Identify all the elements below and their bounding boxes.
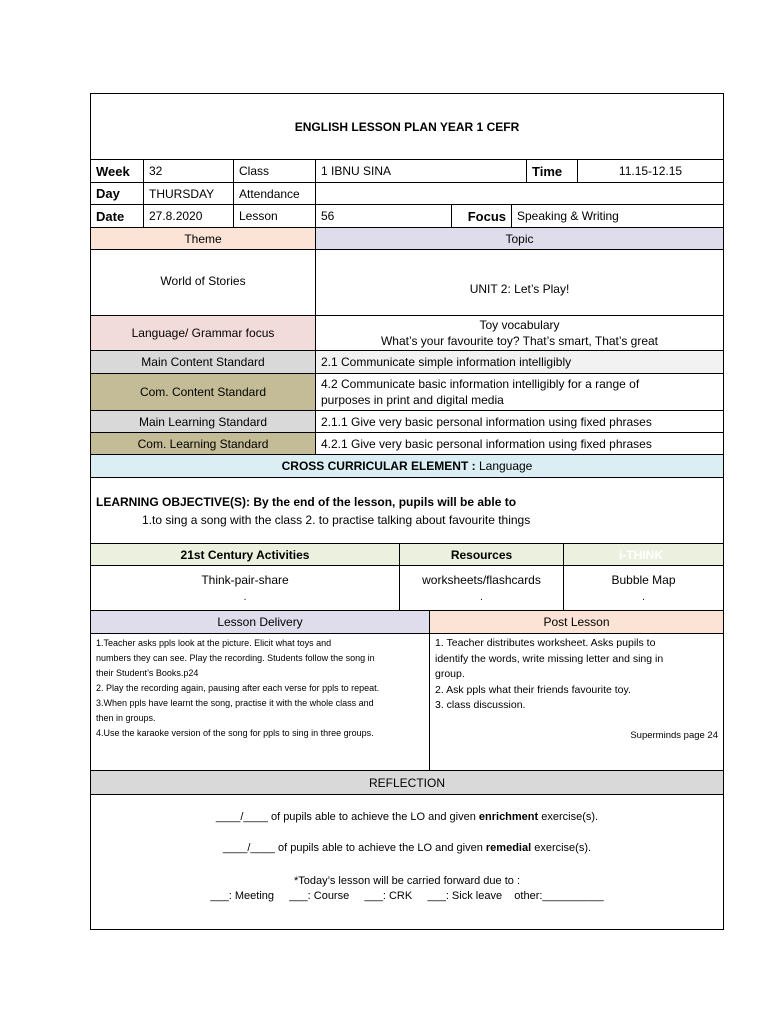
delivery-line: their Student’s Books.p24 — [96, 668, 199, 678]
remedial-suffix: exercise(s). — [531, 842, 592, 854]
post-line: identify the words, write missing letter and sing in — [435, 652, 664, 665]
lesson-delivery-header: Lesson Delivery — [90, 611, 430, 634]
century-activities-header: 21st Century Activities — [90, 544, 400, 566]
class-label: Class — [234, 160, 316, 183]
remedial-word: remedial — [485, 842, 532, 854]
objectives-heading: LEARNING OBJECTIVE(S): By the end of the lesson, pupils will be able to — [96, 494, 517, 509]
grammar-value — [316, 316, 724, 351]
remedial-prefix: ____/____ of pupils able to achieve the LO and given — [222, 842, 486, 854]
resources-dot: . — [480, 592, 483, 603]
post-line: 3. class discussion. — [435, 699, 526, 711]
century-activities-value — [90, 566, 400, 611]
post-line: group. — [435, 668, 465, 680]
delivery-line: numbers they can see. Play the recording. Students follow the song in — [96, 653, 375, 663]
week-label: Week — [90, 160, 144, 183]
time-label: Time — [527, 160, 578, 183]
attendance-value — [316, 183, 724, 205]
reflection-enrichment — [216, 811, 598, 823]
enrichment-prefix: ____/____ of pupils able to achieve the LO and given — [215, 811, 479, 823]
attendance-label: Attendance — [234, 183, 316, 205]
theme-header: Theme — [90, 228, 316, 250]
reflection-header: REFLECTION — [90, 771, 724, 795]
enrichment-suffix: exercise(s). — [538, 811, 599, 823]
delivery-line: 1.Teacher asks ppls look at the picture. Elicit what toys and — [96, 638, 332, 648]
main-learning-value: 2.1.1 Give very basic personal information using fixed phrases — [316, 411, 724, 433]
ithink-text: Bubble Map — [611, 573, 676, 587]
topic-value: UNIT 2: Let’s Play! — [316, 250, 724, 316]
ithink-value — [564, 566, 724, 611]
topic-header: Topic — [316, 228, 724, 250]
lesson-delivery-content — [90, 634, 430, 771]
post-line: 2. Ask ppls what their friends favourite toy. — [435, 683, 631, 696]
post-lesson-content — [430, 634, 724, 771]
ithink-dot: . — [642, 592, 645, 603]
com-learning-label: Com. Learning Standard — [90, 433, 316, 455]
post-lesson-header: Post Lesson — [430, 611, 724, 634]
date-value: 27.8.2020 — [144, 205, 234, 228]
reflection-remedial — [223, 842, 591, 854]
delivery-line: 2. Play the recording again, pausing after each verse for ppls to repeat. — [96, 683, 380, 693]
document-title: ENGLISH LESSON PLAN YEAR 1 CEFR — [90, 93, 724, 160]
post-line: 1. Teacher distributes worksheet. Asks pupils to — [435, 637, 656, 649]
grammar-line-1: Toy vocabulary — [479, 318, 560, 332]
week-value: 32 — [144, 160, 234, 183]
time-value: 11.15-12.15 — [578, 160, 724, 183]
main-content-label: Main Content Standard — [90, 351, 316, 374]
delivery-line: then in groups. — [96, 713, 156, 723]
class-value: 1 IBNU SINA — [316, 160, 527, 183]
resources-text: worksheets/flashcards — [422, 573, 541, 587]
grammar-label: Language/ Grammar focus — [90, 316, 316, 351]
enrichment-word: enrichment — [478, 811, 539, 823]
carry-forward-note: *Today’s lesson will be carried forward due to : — [293, 875, 521, 887]
lesson-value: 56 — [316, 205, 452, 228]
cross-curricular-label: CROSS CURRICULAR ELEMENT : — [281, 459, 476, 473]
main-learning-label: Main Learning Standard — [90, 411, 316, 433]
delivery-line: 3.When ppls have learnt the song, practise it with the whole class and — [96, 698, 374, 708]
com-content-label: Com. Content Standard — [90, 374, 316, 411]
grammar-line-2: What’s your favourite toy? That’s smart, That’s great — [380, 334, 659, 348]
com-content-line-1: 4.2 Communicate basic information intelligibly for a range of — [321, 377, 640, 391]
main-content-value: 2.1 Communicate simple information intelligibly — [316, 351, 724, 374]
theme-value: World of Stories — [90, 250, 316, 316]
com-learning-value: 4.2.1 Give very basic personal information using fixed phrases — [316, 433, 724, 455]
day-label: Day — [90, 183, 144, 205]
lesson-label: Lesson — [234, 205, 316, 228]
lesson-plan-document — [90, 93, 724, 930]
century-activities-text: Think-pair-share — [201, 573, 289, 587]
date-label: Date — [90, 205, 144, 228]
cross-curricular-value: Language — [478, 459, 533, 473]
learning-objectives — [90, 478, 724, 544]
com-content-value — [316, 374, 724, 411]
reflection-body — [90, 795, 724, 930]
century-activities-dot: . — [243, 592, 247, 603]
focus-value: Speaking & Writing — [512, 205, 724, 228]
delivery-line: 4.Use the karaoke version of the song for ppls to sing in three groups. — [96, 728, 374, 738]
focus-label: Focus — [452, 205, 512, 228]
resources-value — [400, 566, 564, 611]
ithink-header: i-THINK — [564, 544, 724, 566]
cross-curricular-row — [90, 455, 724, 478]
objectives-items: 1.to sing a song with the class 2. to practise talking about favourite things — [142, 512, 531, 527]
day-value: THURSDAY — [144, 183, 234, 205]
carry-forward-reasons: ___: Meeting ___: Course ___: CRK ___: Sick leave other:__________ — [210, 890, 604, 902]
com-content-line-2: purposes in print and digital media — [321, 393, 504, 407]
post-reference: Superminds page 24 — [630, 729, 718, 741]
resources-header: Resources — [400, 544, 564, 566]
